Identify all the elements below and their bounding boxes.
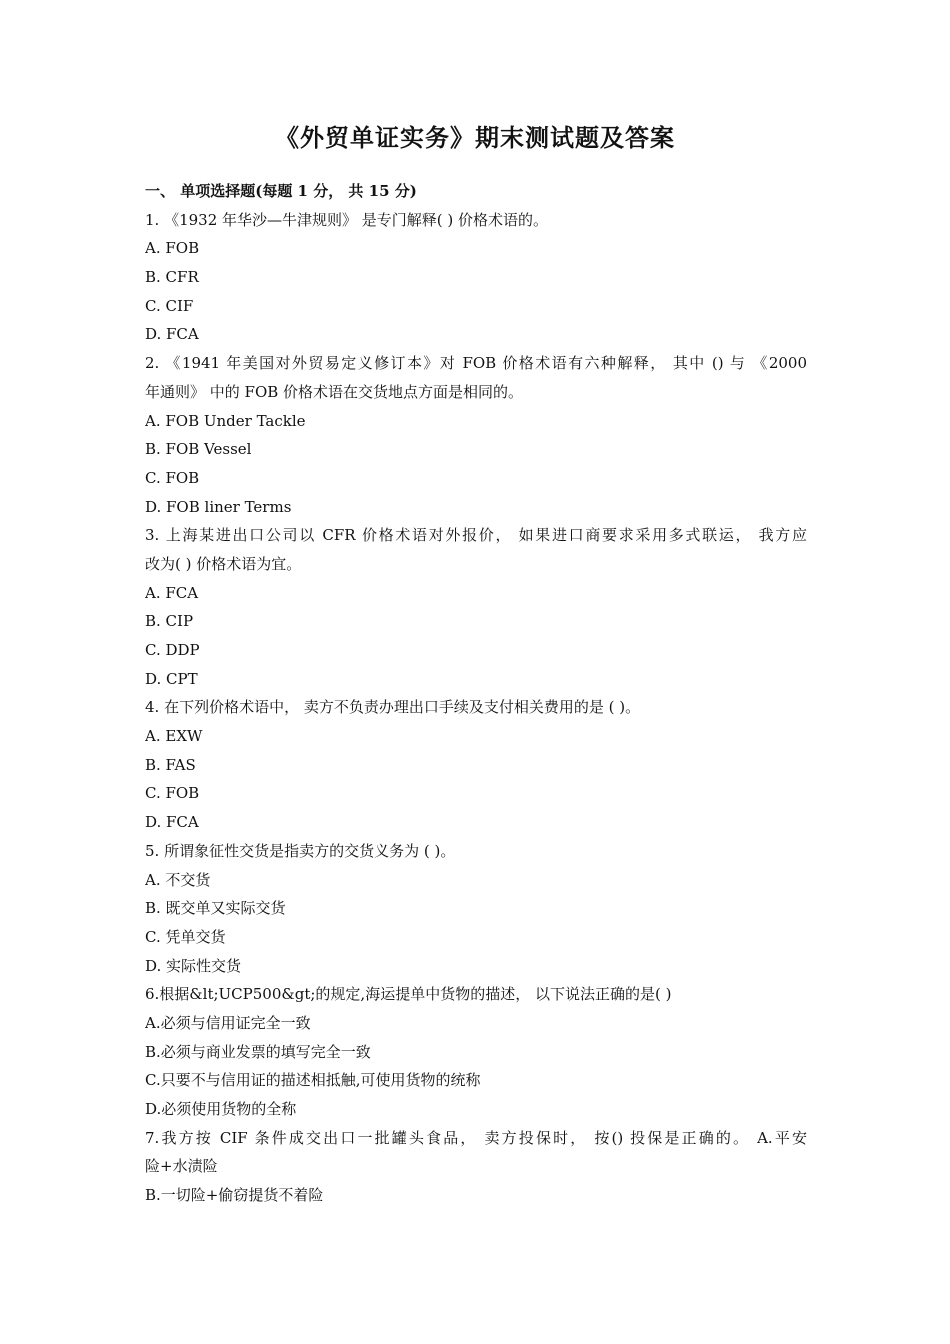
question-6: 6.根据&lt;UCP500&gt;的规定,海运提单中货物的描述， 以下说法正确的是( ) <box>145 985 672 1004</box>
document-title: 《外贸单证实务》期末测试题及答案 <box>275 123 675 152</box>
question-3-line-2: 改为( ) 价格术语为宜。 <box>145 554 302 573</box>
option-4b: B. FAS <box>145 755 196 774</box>
question-7-line-2: 险+水渍险 <box>145 1157 218 1176</box>
option-5d: D. 实际性交货 <box>145 956 242 975</box>
question-5: 5. 所谓象征性交货是指卖方的交货义务为 ( )。 <box>145 841 456 860</box>
option-2a: A. FOB Under Tackle <box>145 411 306 430</box>
option-2c: C. FOB <box>145 468 200 487</box>
option-6c: C.只要不与信用证的描述相抵触,可使用货物的统称 <box>145 1071 481 1090</box>
option-2d: D. FOB liner Terms <box>145 497 292 516</box>
option-5a: A. 不交货 <box>145 870 211 889</box>
option-5b: B. 既交单又实际交货 <box>145 899 286 918</box>
document-body <box>145 177 807 1210</box>
section-heading: 一、 单项选择题(每题 1 分， 共 15 分) <box>145 182 417 200</box>
option-3a: A. FCA <box>145 583 199 602</box>
option-4a: A. EXW <box>145 727 203 746</box>
option-1a: A. FOB <box>145 239 200 258</box>
option-3d: D. CPT <box>145 669 198 688</box>
option-5c: C. 凭单交货 <box>145 927 226 946</box>
option-1c: C. CIF <box>145 296 194 315</box>
question-2-line-2: 年通则》 中的 FOB 价格术语在交货地点方面是相同的。 <box>145 382 524 401</box>
question-2-line-1: 2. 《1941 年美国对外贸易定义修订本》对 FOB 价格术语有六种解释， 其中 () 与 《2000 <box>145 354 807 373</box>
option-6a: A.必须与信用证完全一致 <box>145 1013 311 1032</box>
option-3b: B. CIP <box>145 612 194 631</box>
option-6d: D.必须使用货物的全称 <box>145 1100 297 1118</box>
question-4: 4. 在下列价格术语中， 卖方不负责办理出口手续及支付相关费用的是 ( )。 <box>145 698 641 717</box>
option-4c: C. FOB <box>145 784 200 803</box>
option-1d: D. FCA <box>145 325 199 344</box>
option-6b: B.必须与商业发票的填写完全一致 <box>145 1042 371 1061</box>
option-4d: D. FCA <box>145 813 199 832</box>
question-1: 1. 《1932 年华沙—牛津规则》 是专门解释( ) 价格术语的。 <box>145 210 549 229</box>
question-7-line-1: 7.我方按 CIF 条件成交出口一批罐头食品， 卖方投保时， 按() 投保是正确的。 A.平安 <box>145 1128 807 1147</box>
option-1b: B. CFR <box>145 268 199 287</box>
question-3-line-1: 3. 上海某进出口公司以 CFR 价格术语对外报价， 如果进口商要求采用多式联运， 我方应 <box>145 526 807 545</box>
option-7b: B.一切险+偷窃提货不着险 <box>145 1186 324 1205</box>
option-3c: C. DDP <box>145 641 200 659</box>
option-2b: B. FOB Vessel <box>145 440 252 459</box>
